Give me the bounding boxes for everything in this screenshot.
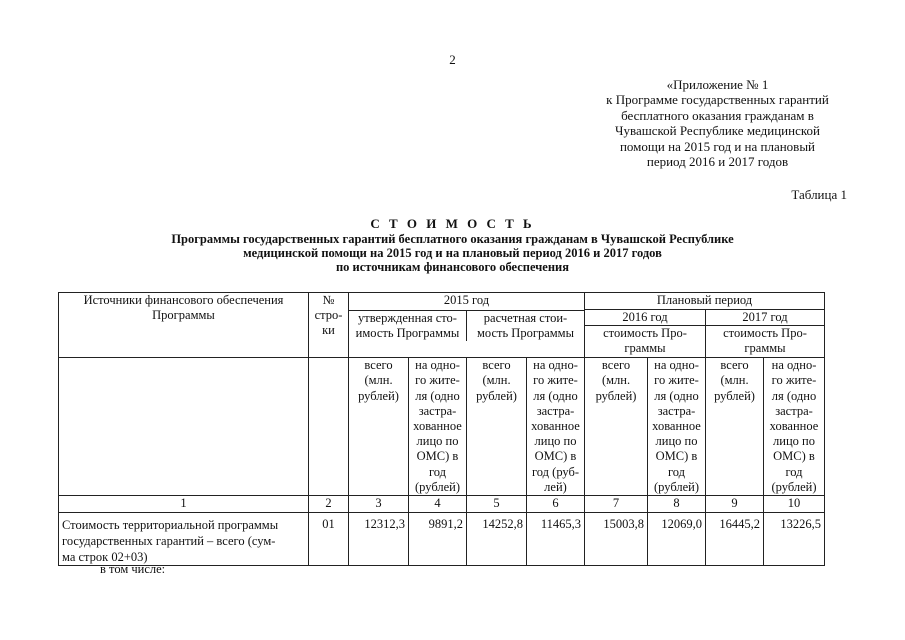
appendix-line: к Программе государственных гарантий bbox=[606, 92, 829, 108]
column-number: 10 bbox=[764, 496, 825, 513]
header-per-capita: на одно- го жите- ля (одно застра- хованное лицо по ОМС) в год (рублей) bbox=[648, 358, 706, 496]
row-value: 16445,2 bbox=[706, 513, 764, 566]
appendix-line: бесплатного оказания гражданам в bbox=[621, 107, 814, 123]
appendix-line: период 2016 и 2017 годов bbox=[646, 154, 789, 170]
header-total: всего (млн. рублей) bbox=[467, 358, 527, 496]
subtitle-line: по источникам финансового обеспечения bbox=[335, 260, 570, 275]
header-total: всего (млн. рублей) bbox=[706, 358, 764, 496]
row-value: 13226,5 bbox=[764, 513, 825, 566]
column-number: 9 bbox=[706, 496, 764, 513]
column-number: 5 bbox=[467, 496, 527, 513]
header-year-2015: 2015 год bbox=[349, 293, 585, 310]
header-approved-cost: утвержденная сто- имость Программы bbox=[349, 310, 467, 341]
appendix-line: «Приложение № 1 bbox=[666, 77, 769, 92]
row-value: 14252,8 bbox=[467, 513, 527, 566]
subtitle-line: Программы государственных гарантий бесплатного оказания гражданам в Чувашской Республике bbox=[171, 232, 734, 246]
header-total: всего (млн. рублей) bbox=[349, 358, 409, 496]
table-label: Таблица 1 bbox=[791, 187, 847, 202]
row-value: 12312,3 bbox=[349, 513, 409, 566]
header-source: Источники финансового обеспечения Программы bbox=[59, 293, 309, 358]
header-estimated-cost: расчетная стои- мость Программы bbox=[467, 310, 585, 341]
document-subtitle bbox=[100, 232, 805, 275]
table-row bbox=[59, 513, 825, 566]
header-cost-2017: стоимость Про- граммы bbox=[706, 326, 825, 358]
column-number: 3 bbox=[349, 496, 409, 513]
column-number: 7 bbox=[585, 496, 648, 513]
subtitle-line: медицинской помощи на 2015 год и на плановый период 2016 и 2017 годов bbox=[243, 246, 662, 261]
appendix-line: помощи на 2015 год и на плановый bbox=[619, 138, 816, 154]
header-row-number: № стро- ки bbox=[309, 293, 349, 358]
header-planned-period: Плановый период bbox=[585, 293, 825, 310]
column-number: 4 bbox=[409, 496, 467, 513]
column-number: 8 bbox=[648, 496, 706, 513]
appendix-line: Чувашской Республике медицинской bbox=[615, 123, 820, 139]
row-value: 11465,3 bbox=[527, 513, 585, 566]
row-value: 12069,0 bbox=[648, 513, 706, 566]
header-total: всего (млн. рублей) bbox=[585, 358, 648, 496]
column-number: 1 bbox=[59, 496, 309, 513]
row-number: 01 bbox=[309, 513, 349, 566]
document-title: С Т О И М О С Т Ь bbox=[370, 216, 535, 231]
funding-sources-table bbox=[58, 292, 825, 566]
header-per-capita: на одно- го жите- ля (одно застра- хованное лицо по ОМС) в год (рублей) bbox=[409, 358, 467, 496]
including-label: в том числе: bbox=[100, 562, 166, 576]
header-year-2017: 2017 год bbox=[706, 310, 825, 326]
header-per-capita: на одно- го жите- ля (одно застра- хованное лицо по ОМС) в год (руб- лей) bbox=[527, 358, 585, 496]
row-value: 9891,2 bbox=[409, 513, 467, 566]
page-number: 2 bbox=[449, 52, 456, 67]
column-number: 6 bbox=[527, 496, 585, 513]
header-per-capita: на одно- го жите- ля (одно застра- хованное лицо по ОМС) в год (рублей) bbox=[764, 358, 825, 496]
row-source: Стоимость территориальной программы государственных гарантий – всего (сум- ма строк 02+03) bbox=[59, 513, 309, 566]
column-number-row bbox=[59, 496, 825, 513]
appendix-header bbox=[585, 77, 850, 169]
header-cost-2016: стоимость Про- граммы bbox=[585, 326, 706, 358]
header-2015-group bbox=[349, 310, 585, 358]
header-year-2016: 2016 год bbox=[585, 310, 706, 326]
column-number: 2 bbox=[309, 496, 349, 513]
row-value: 15003,8 bbox=[585, 513, 648, 566]
